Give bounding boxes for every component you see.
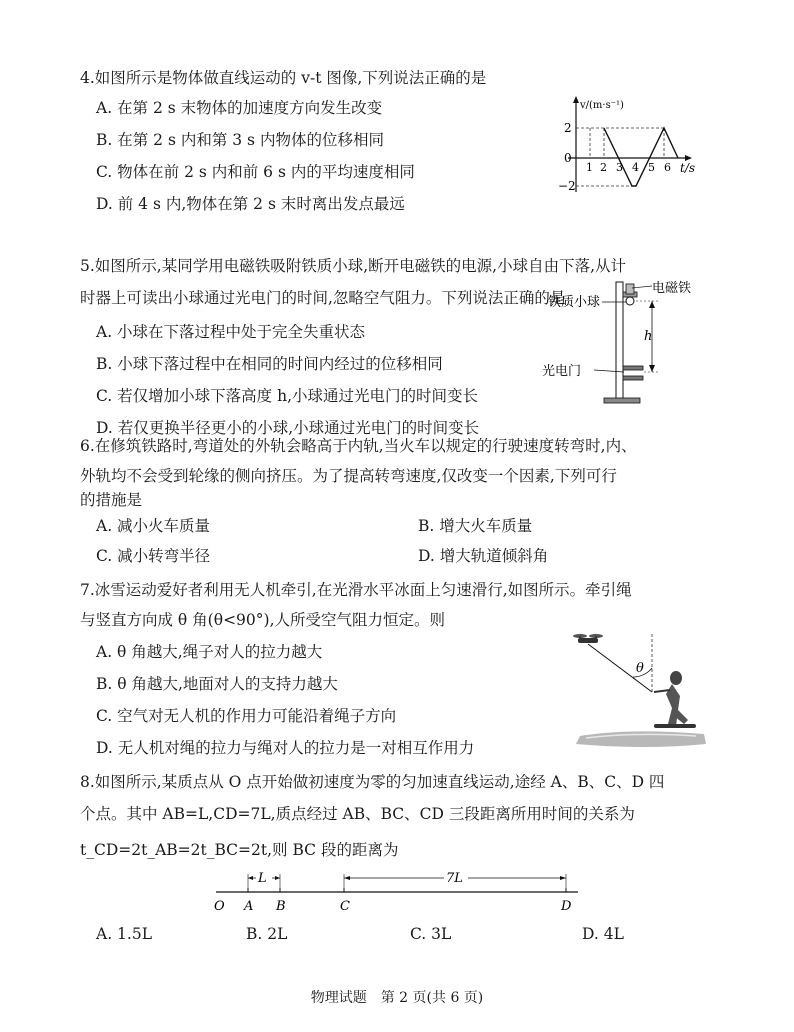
point-d: D (561, 899, 572, 914)
q4-stem: 4.如图所示是物体做直线运动的 v-t 图像,下列说法正确的是 (80, 69, 487, 87)
q4-option-a: A. 在第 2 s 末物体的加速度方向发生改变 (96, 99, 383, 117)
q7-option-c: C. 空气对无人机的作用力可能沿着绳子方向 (96, 707, 397, 725)
graph-ytick-0: 0 (564, 151, 572, 165)
q6-option-c: C. 减小转弯半径 (96, 547, 211, 565)
graph-ylabel: v/(m·s⁻¹) (580, 100, 624, 111)
q7-option-b: B. θ 角越大,地面对人的支持力越大 (96, 675, 338, 693)
q5-option-c: C. 若仅增加小球下落高度 h,小球通过光电门的时间变长 (96, 387, 478, 405)
q7-option-d: D. 无人机对绳的拉力与绳对人的拉力是一对相互作用力 (96, 739, 475, 757)
q7-option-a: A. θ 角越大,绳子对人的拉力越大 (96, 643, 323, 661)
q7-stem-line2: 与竖直方向成 θ 角(θ<90°),人所受空气阻力恒定。则 (80, 611, 446, 629)
q5-option-b: B. 小球下落过程中在相同的时间内经过的位移相同 (96, 355, 443, 373)
q6-stem-line3: 的措施是 (80, 491, 143, 509)
graph-xtick-2: 2 (600, 161, 607, 174)
vt-graph (548, 92, 708, 200)
q8-stem-line2: 个点。其中 AB=L,CD=7L,质点经过 AB、BC、CD 三段距离所用时间的关系为 (80, 805, 635, 823)
q4-option-c: C. 物体在前 2 s 内和前 6 s 内的平均速度相同 (96, 163, 415, 181)
segment-line-figure (200, 868, 590, 914)
drone-icon (573, 634, 603, 643)
graph-xtick-5: 5 (648, 161, 655, 174)
graph-xtick-3: 3 (616, 161, 623, 174)
q4-option-d: D. 前 4 s 内,物体在第 2 s 末时离出发点最远 (96, 195, 405, 213)
drone-skier-figure (566, 624, 716, 752)
q8-option-a: A. 1.5L (96, 925, 152, 943)
q5-option-a: A. 小球在下落过程中处于完全失重状态 (96, 323, 366, 341)
graph-xtick-6: 6 (664, 161, 671, 174)
skier-figure (654, 671, 696, 728)
q6-option-d: D. 增大轨道倾斜角 (418, 547, 549, 565)
label-height: h (644, 329, 653, 344)
label-photogate: 光电门 (542, 364, 582, 379)
graph-xtick-4: 4 (632, 161, 639, 174)
q8-option-c: C. 3L (410, 925, 452, 943)
q4-option-b: B. 在第 2 s 内和第 3 s 内物体的位移相同 (96, 131, 384, 149)
point-b: B (276, 899, 286, 914)
graph-ytick-neg2: −2 (558, 179, 576, 193)
q6-option-b: B. 增大火车质量 (418, 517, 533, 535)
label-electromagnet: 电磁铁 (652, 281, 692, 296)
graph-xlabel: t/s (680, 161, 696, 175)
point-a: A (244, 899, 254, 914)
q8-stem-line1: 8.如图所示,某质点从 O 点开始做初速度为零的匀加速直线运动,途经 A、B、C、D 四 (80, 773, 665, 791)
q8-option-d: D. 4L (582, 925, 624, 943)
q5-stem-line2: 时器上可读出小球通过光电门的时间,忽略空气阻力。下列说法正确的是 (80, 289, 566, 307)
q6-stem-line2: 外轨均不会受到轮缘的侧向挤压。为了提高转弯速度,仅改变一个因素,下列可行 (80, 467, 617, 485)
q5-option-d: D. 若仅更换半径更小的小球,小球通过光电门的时间变长 (96, 419, 480, 437)
graph-xtick-1: 1 (586, 161, 593, 174)
q6-option-a: A. 减小火车质量 (96, 517, 211, 535)
q7-stem-line1: 7.冰雪运动爱好者利用无人机牵引,在光滑水平冰面上匀速滑行,如图所示。牵引绳 (80, 581, 632, 599)
label-iron-ball: 铁质小球 (548, 295, 601, 310)
seg-cd-label: 7L (446, 871, 463, 886)
graph-ytick-2: 2 (564, 121, 572, 135)
q6-stem-line1: 6.在修筑铁路时,弯道处的外轨会略高于内轨,当火车以规定的行驶速度转弯时,内、 (80, 437, 637, 455)
point-c: C (340, 899, 350, 914)
angle-theta-label: θ (636, 661, 644, 676)
point-o: O (214, 899, 225, 914)
magnet-apparatus-figure (540, 278, 720, 406)
page-footer: 物理试题 第 2 页(共 6 页) (310, 990, 484, 1006)
q5-stem-line1: 5.如图所示,某同学用电磁铁吸附铁质小球,断开电磁铁的电源,小球自由下落,从计 (80, 257, 626, 275)
seg-ab-label: L (258, 871, 267, 886)
q8-stem-line3: t_CD=2t_AB=2t_BC=2t,则 BC 段的距离为 (80, 841, 399, 859)
q8-option-b: B. 2L (246, 925, 288, 943)
